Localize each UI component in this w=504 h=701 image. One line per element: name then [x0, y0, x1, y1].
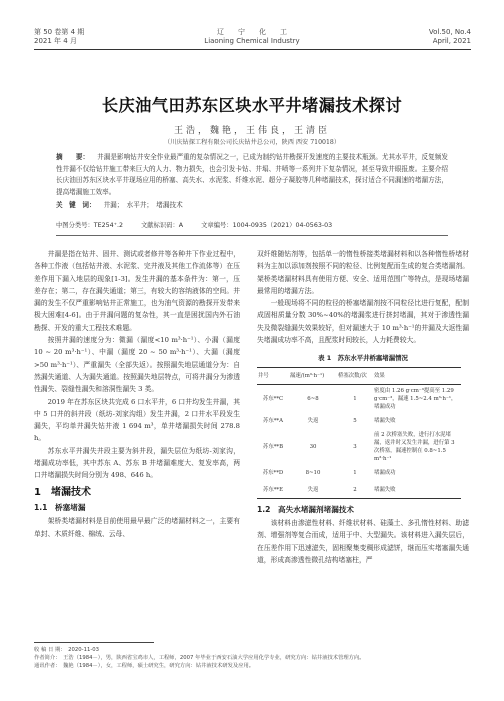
paragraph: 双纤维随钻剂等，包括单一的惰性桥接类堵漏材料和以各种惰性桥堵材料为主加以添加剂按照不同的粒径、比例复配而生成的复合类堵漏剂。架桥类堵漏材料具有使用方便、安全、适用范围广等特点，是现场堵漏最常用的堵漏方法。	[257, 250, 469, 295]
paragraph: 井漏是指在钻井、固井、测试或者修井等各种井下作业过程中，各种工作液（包括钻井液、水泥浆、完井液及其他工作流体等）在压差作用下漏入地层的现象[1-3]。发生井漏的基本条件为：第一，压差存在；第二，存在漏失通道；第三，有较大的容纳液体的空间。井漏的发生不仅严重影响钻井正常施工，也为油气资源的勘探开发带来极大困难[4-6]。由于井漏问题的复杂性，其一直是困扰国内外石油勘探、开发的重大工程技术难题。	[34, 250, 240, 332]
table-row	[257, 384, 461, 413]
cell: 6~8	[307, 395, 319, 402]
cell: 密度由 1.26 g·cm⁻³提高至 1.29 g·cm⁻³，漏速 1.5~2.4 m³·h⁻¹，堵漏成功	[374, 387, 457, 410]
abstract-rule	[56, 235, 448, 236]
table-caption: 表 1 苏东水平井桥塞堵漏情况	[318, 354, 408, 363]
footnote	[34, 646, 471, 670]
document-code: 文献标识码：A	[140, 222, 184, 229]
col-header: 效果	[373, 367, 461, 384]
cell: 3	[353, 444, 357, 451]
cell: 苏东**E	[262, 486, 284, 493]
cell: 堵漏失败	[374, 486, 396, 493]
cell: 失返	[307, 417, 319, 424]
right-column	[257, 248, 469, 566]
cell: 1	[353, 395, 357, 402]
footnote-rule	[34, 642, 154, 643]
header-journal-en: Liaoning Chemical Industry	[204, 37, 300, 45]
cell: 苏东**D	[262, 470, 284, 477]
article-id: 文章编号：1004-0935（2021）04-0563-03	[201, 222, 333, 229]
author-bio: 作者简介： 王浩（1984－），男，陕西省宝鸡市人，工程师，2007 年毕业于西安石油大学应用化学专业，研究方向：钻井液技术管理方向。	[34, 655, 365, 661]
header-rule	[34, 49, 471, 50]
cell: 苏东**A	[262, 417, 284, 424]
col-header: 漏速/(m³·h⁻¹)	[289, 367, 337, 384]
paragraph: 一般现场将不同的粒径的桥塞堵漏剂按不同粒径比进行复配，配制成固相质量分数 30%~40%的堵漏浆进行挤封堵漏，其对于渗透性漏失及微裂缝漏失效果较好，但对漏速大于 10 m³·h⁻¹的井漏及大返性漏失堵漏成功率不高，且配浆时间较长，人力耗费较大。	[257, 299, 469, 345]
keywords-text: 井漏； 水平井； 堵漏技术	[103, 201, 183, 209]
paragraph: 架桥类堵漏材料是目前使用最早最广泛的堵漏材料之一，主要有单封、木质纤维、棉绒、云母、	[34, 517, 240, 538]
left-column	[34, 248, 240, 540]
cell: 失返	[307, 486, 319, 493]
received-date: 收 稿 日 期： 2020-11-03	[34, 647, 99, 653]
header-volume-en: Vol.50, No.4	[428, 28, 471, 36]
author-list: 王浩，魏艳，王伟良，王清臣	[173, 126, 330, 136]
results-table	[257, 367, 461, 499]
cell: 堵漏失败	[374, 418, 396, 425]
paragraph: 苏东水平井漏失井段主要为斜井段，漏失层位为纸坊-刘家沟，堵漏成功率低，其中苏东 A、苏东 B 井堵漏难度大、复发率高，两口井堵漏损失时间分别为 498、646 h。	[34, 446, 240, 480]
abstract-label: 摘 要：	[56, 153, 90, 161]
table-row	[257, 429, 461, 465]
subsection-heading: 1.2 高失水堵漏剂堵漏技术	[257, 504, 354, 514]
paragraph: 2019 年在苏东区块共完成 6 口水平井，6 口井均发生井漏，其中 5 口井的斜井段（纸坊-刘家沟组）发生井漏，2 口井水平段发生漏失，平均单井漏失钻井液 1 694 m³，单井堵漏损失时间 278.8 h。	[34, 397, 240, 443]
cell: 30	[309, 444, 317, 451]
abstract	[56, 152, 448, 198]
header-journal-cn: 辽 宁 化 工	[217, 28, 287, 36]
paragraph: 该材料由渗滤性材料、纤维状材料、硅藻土、多孔惰性材料、助滤剂、增强剂等复合而成，适用于中、大型漏失。该材料进入漏失层后，在压差作用下迅速滤失，固相聚集变稠形成滤饼，继而压实堵塞漏失通道，形成高渗透性微孔结构堵塞柱，严	[257, 519, 469, 565]
col-header: 井号	[257, 367, 289, 384]
table-row	[257, 482, 461, 499]
header-volume-cn: 第 50 卷第 4 期	[34, 28, 85, 36]
clc-number: 中图分类号：TE254⁺.2	[56, 222, 123, 229]
corresponding-author: 通讯作者： 魏艳（1984－），女，工程师，硕士研究生，研究方向：钻井液技术研发及应用。	[34, 663, 255, 669]
keywords	[56, 200, 448, 212]
abstract-text: 井漏是影响钻井安全作业最严重的复杂情况之一，已成为制约钻井勘探开发速度的主要技术瓶颈。尤其水平井，反复频发性井漏不仅给钻井施工带来巨大的人力、物力损失，也会引发卡钻、井塌、井喷等一系列井下复杂情况，甚至导致井眼报废。主要介绍长庆油田苏东区块水平井现场应用的桥塞、高失水、水泥浆、纤维水泥、超分子凝胶等几种堵漏技术，探讨适合不同漏速的堵漏方法，提高堵漏施工效率。	[56, 153, 449, 196]
keywords-label: 关 键 词：	[56, 201, 96, 209]
cell: 苏东**B	[262, 444, 284, 451]
paragraph: 按照井漏的速度分为：微漏（漏度<10 m³·h⁻¹）、小漏（漏度 10 ~ 20 m³·h⁻¹）、中漏（漏度 20 ~ 50 m³·h⁻¹）、大漏（漏度>50 m³·h⁻¹）、严重漏失（全部失返）。按照漏失地层通道分为：自然漏失通道、人为漏失通道。按照漏失地层特点，可将井漏分为渗透性漏失、裂缝性漏失和溶洞性漏失 3 类。	[34, 336, 240, 394]
header-date-en: April, 2021	[432, 37, 471, 45]
cell: 前 2 次桥塞失败，进行打水泥堵漏，返井时又发生井漏，进行第 3 次桥塞，漏速控制在 0.8~1.5 m³·h⁻¹	[374, 432, 455, 463]
cell: 5	[353, 417, 357, 424]
table-header-row	[257, 367, 461, 384]
header-date-cn: 2021 年 4 月	[34, 37, 77, 45]
section-heading: 1 堵漏技术	[34, 486, 91, 498]
article-meta	[56, 220, 456, 229]
affiliation: （川庆钻探工程有限公司长庆钻井总公司，陕西 西安 710018）	[163, 139, 341, 146]
table-row	[257, 413, 461, 429]
paper-title: 长庆油气田苏东区块水平井堵漏技术探讨	[101, 96, 403, 115]
cell: 堵漏成功	[374, 470, 396, 477]
cell: 2	[353, 486, 357, 493]
cell: 8~10	[305, 470, 321, 477]
col-header: 桥塞次数/次	[337, 367, 373, 384]
subsection-heading: 1.1 桥塞堵漏	[34, 502, 86, 512]
table-row	[257, 465, 461, 481]
cell: 1	[353, 470, 357, 477]
cell: 苏东**C	[262, 395, 284, 402]
